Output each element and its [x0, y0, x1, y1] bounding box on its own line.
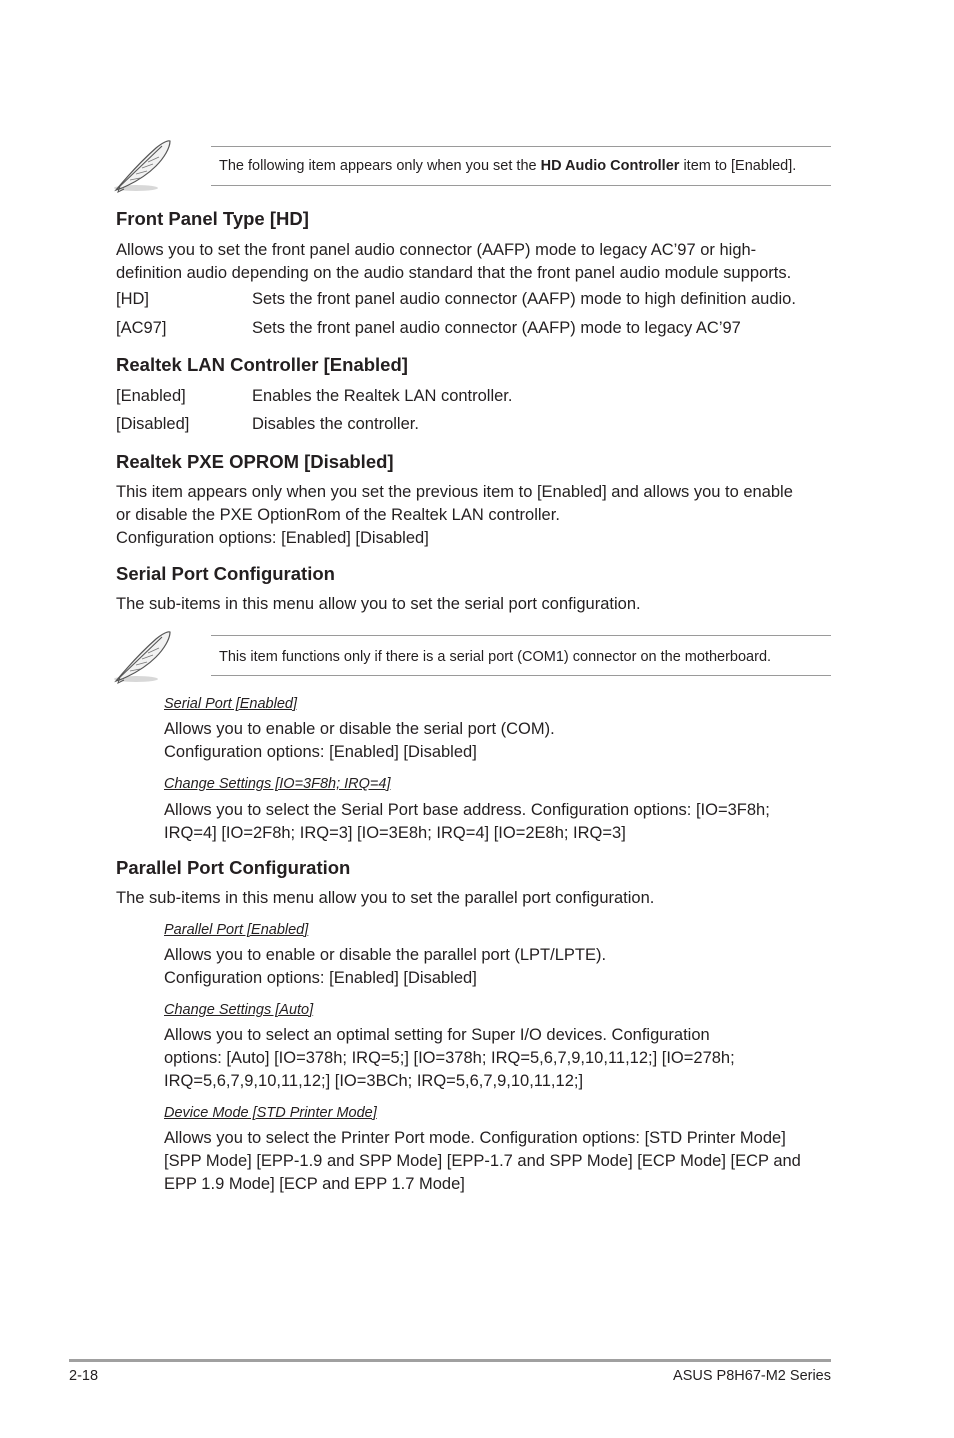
note-serial-port: This item functions only if there is a serial port (COM1) connector on the motherboard. — [219, 649, 772, 665]
option-value-hd: Sets the front panel audio connector (AAFP) mode to high definition audio. — [252, 290, 796, 308]
note-hd-audio: The following item appears only when you set the HD Audio Controller item to [Enabled]. — [219, 158, 797, 174]
heading-realtek-pxe: Realtek PXE OPROM [Disabled] — [116, 451, 394, 472]
option-key-enabled: [Enabled] — [116, 387, 186, 405]
parallel-port-description: The sub-items in this menu allow you to set the parallel port configuration. — [116, 889, 655, 907]
subitem-title-serial-port-enabled: Serial Port [Enabled] — [164, 696, 297, 712]
subitem-desc-parallel-port-enabled: Allows you to enable or disable the parallel port (LPT/LPTE). Configuration options: [Enabled] [Disabled] — [164, 946, 607, 987]
realtek-pxe-description: This item appears only when you set the previous item to [Enabled] and allows you to enable or disable the PXE OptionRom of the Realtek LAN controller. Configuration options: [Enabled] [Disabled] — [116, 483, 793, 547]
option-key-disabled: [Disabled] — [116, 415, 190, 433]
front-panel-description: Allows you to set the front panel audio connector (AAFP) mode to legacy AC’97 or high- definition audio depending on the audio standard that the front panel audio module supports. — [116, 241, 792, 282]
option-key-hd: [HD] — [116, 290, 149, 308]
heading-serial-port: Serial Port Configuration — [116, 563, 335, 584]
note-rule-top — [211, 635, 831, 636]
subitem-desc-serial-change-settings: Allows you to select the Serial Port base address. Configuration options: [IO=3F8h; IRQ=4] [IO=2F8h; IRQ=3] [IO=3E8h; IRQ=4] [IO=2E8h; IRQ=3] — [164, 801, 770, 842]
feather-pen-icon — [112, 138, 174, 194]
feather-pen-icon — [112, 629, 174, 685]
subitem-title-serial-change-settings: Change Settings [IO=3F8h; IRQ=4] — [164, 776, 391, 792]
option-value-enabled: Enables the Realtek LAN controller. — [252, 387, 513, 405]
subitem-title-parallel-port-enabled: Parallel Port [Enabled] — [164, 922, 309, 938]
product-name: ASUS P8H67-M2 Series — [673, 1368, 831, 1384]
subitem-desc-serial-port-enabled: Allows you to enable or disable the serial port (COM). Configuration options: [Enabled] [Disabled] — [164, 720, 555, 761]
subitem-desc-device-mode: Allows you to select the Printer Port mode. Configuration options: [STD Printer Mode] [SPP Mode] [EPP-1.9 and SPP Mode] [EPP-1.7 and SPP Mode] [ECP Mode] [ECP and EPP 1.9 Mode] [ECP and EPP 1.7 Mode] — [164, 1129, 801, 1193]
note-rule-bottom — [211, 675, 831, 676]
serial-port-description: The sub-items in this menu allow you to set the serial port configuration. — [116, 595, 641, 613]
subitem-title-device-mode: Device Mode [STD Printer Mode] — [164, 1105, 377, 1121]
page-number: 2-18 — [69, 1368, 99, 1384]
note-rule-top — [211, 146, 831, 147]
option-key-ac97: [AC97] — [116, 319, 167, 337]
footer-rule — [69, 1359, 831, 1362]
subitem-desc-parallel-change-settings: Allows you to select an optimal setting for Super I/O devices. Configuration options: [Auto] [IO=378h; IRQ=5;] [IO=378h; IRQ=5,6,7,9,10,11,12;] [IO=278h; IRQ=5,6,7,9,10,11,12;] [IO=3BCh; IRQ=5,6,7,9,10,11,12;] — [164, 1026, 735, 1090]
note-rule-bottom — [211, 185, 831, 186]
option-value-ac97: Sets the front panel audio connector (AAFP) mode to legacy AC’97 — [252, 319, 741, 337]
heading-parallel-port: Parallel Port Configuration — [116, 857, 351, 878]
heading-front-panel-type: Front Panel Type [HD] — [116, 208, 309, 229]
heading-realtek-lan: Realtek LAN Controller [Enabled] — [116, 354, 408, 375]
subitem-title-parallel-change-settings: Change Settings [Auto] — [164, 1002, 314, 1018]
option-value-disabled: Disables the controller. — [252, 415, 419, 433]
